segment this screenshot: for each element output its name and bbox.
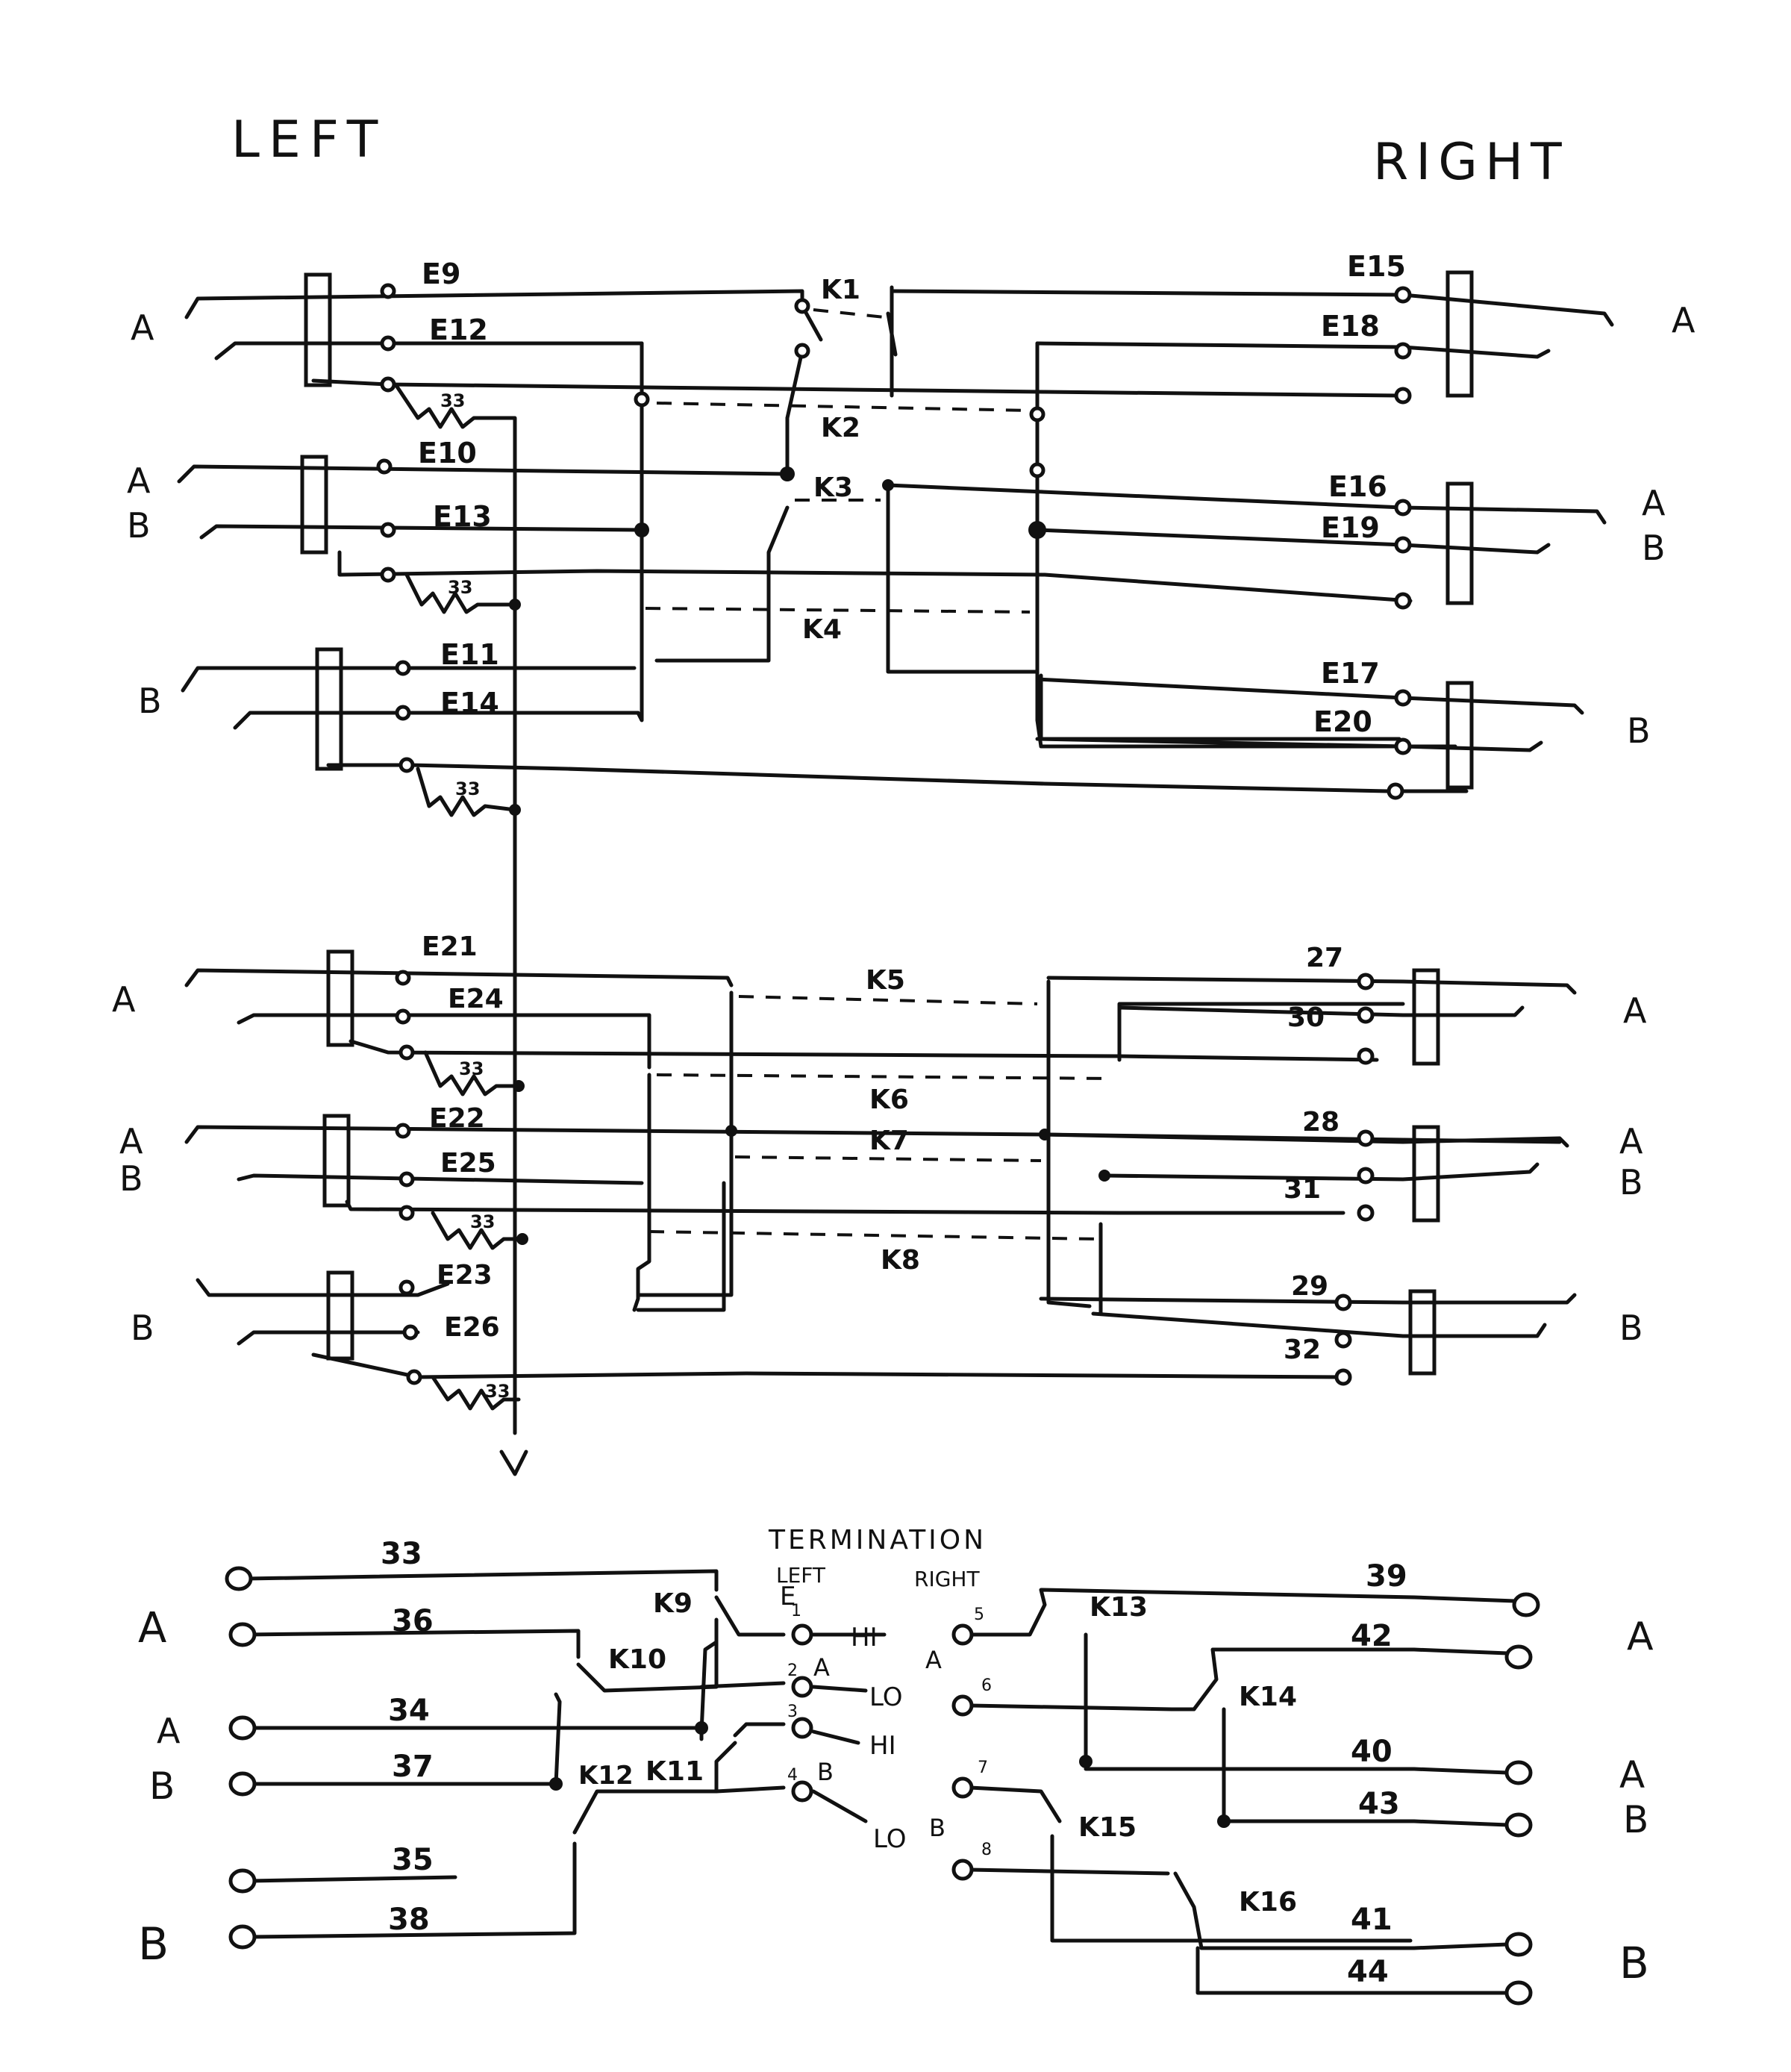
terminal-e16 (1396, 501, 1410, 514)
terminal-30 (1359, 1008, 1372, 1022)
label-28: 28 (1302, 1107, 1340, 1138)
label-term-2: 2 (787, 1661, 798, 1680)
label-e14: E14 (440, 687, 499, 720)
lower-right-label-1: A (1627, 1614, 1654, 1659)
terminal-28 (1359, 1132, 1372, 1145)
label-term-8: 8 (981, 1841, 992, 1859)
junction-bus-4 (513, 1080, 525, 1092)
label-k9: K9 (653, 1588, 693, 1619)
middle-left-label-4: B (131, 1308, 154, 1348)
terminal-41-end (1507, 1934, 1531, 1955)
terminal-e9 (382, 285, 394, 297)
label-k2: K2 (821, 413, 860, 443)
label-k7: K7 (869, 1126, 909, 1156)
terminal-shield-1 (382, 378, 394, 390)
upper-left-label-4: B (138, 681, 162, 721)
middle-right-label-1: A (1623, 990, 1647, 1031)
relay-k3-right-contact (1031, 464, 1043, 476)
terminal-38-end (231, 1926, 254, 1947)
terminal-36-end (231, 1624, 254, 1645)
label-34: 34 (388, 1694, 430, 1728)
middle-left-label-2: A (119, 1121, 143, 1161)
terminal-right-shield-2 (1396, 594, 1410, 608)
label-hi-1: HI (851, 1623, 878, 1653)
relay-k2-right-contact (1031, 408, 1043, 420)
terminal-34-end (231, 1717, 254, 1738)
relay-k1-contact (796, 300, 808, 312)
middle-right-label-2: A (1619, 1121, 1643, 1161)
term-left-1 (793, 1626, 811, 1644)
terminal-e18 (1396, 344, 1410, 358)
label-e24: E24 (448, 984, 504, 1014)
upper-right-label-2: A (1642, 483, 1666, 523)
label-k14: K14 (1239, 1682, 1297, 1712)
label-e12: E12 (429, 313, 488, 346)
lower-right-label-4: B (1619, 1938, 1649, 1988)
label-43: 43 (1358, 1787, 1400, 1821)
heading-left: LEFT (231, 110, 387, 169)
lower-left-label-3: B (149, 1764, 175, 1808)
label-e23: E23 (437, 1260, 493, 1291)
label-e13: E13 (433, 500, 492, 533)
label-lo-1: LO (869, 1682, 903, 1712)
terminal-e13 (382, 524, 394, 536)
label-k6: K6 (869, 1085, 909, 1115)
label-e22: E22 (429, 1103, 485, 1134)
label-term-7: 7 (978, 1759, 988, 1777)
label-k13: K13 (1090, 1592, 1148, 1623)
junction-k7-left (725, 1125, 737, 1137)
junction-40 (1079, 1755, 1093, 1768)
label-41: 41 (1351, 1903, 1393, 1937)
terminal-right-shield-5 (1359, 1206, 1372, 1220)
label-e10: E10 (418, 437, 477, 469)
terminal-shield-2 (382, 569, 394, 581)
terminal-shield-3 (401, 759, 413, 771)
terminal-e25 (401, 1173, 413, 1185)
label-e19: E19 (1321, 511, 1380, 544)
label-30: 30 (1287, 1002, 1325, 1033)
junction-right-e19 (1028, 521, 1046, 539)
label-resistor-6: 33 (485, 1381, 510, 1402)
upper-left-label-3: B (127, 505, 151, 546)
terminal-31 (1359, 1169, 1372, 1182)
label-term-3: 3 (787, 1703, 798, 1721)
junction-left-e10 (780, 466, 795, 481)
termination-left-label: LEFT (776, 1563, 826, 1588)
label-letter-b-left: B (817, 1758, 834, 1786)
label-31: 31 (1284, 1174, 1322, 1205)
terminal-37-end (231, 1773, 254, 1794)
terminal-43-end (1507, 1814, 1531, 1835)
label-e25: E25 (440, 1148, 496, 1179)
junction-bus-5 (516, 1233, 528, 1245)
label-32: 32 (1284, 1335, 1322, 1365)
terminal-42-end (1507, 1647, 1531, 1667)
terminal-32 (1337, 1333, 1350, 1347)
terminal-40-end (1507, 1762, 1531, 1783)
term-left-2 (793, 1678, 811, 1696)
label-e15: E15 (1347, 250, 1406, 283)
term-right-8 (954, 1861, 972, 1879)
junction-k7-right (1039, 1129, 1051, 1140)
junction-k8-right (1098, 1170, 1110, 1182)
terminal-e21 (397, 972, 409, 984)
terminal-29 (1337, 1296, 1350, 1309)
label-resistor-4: 33 (459, 1058, 484, 1079)
label-e20: E20 (1313, 705, 1372, 738)
label-k4: K4 (802, 614, 842, 645)
middle-left-label-1: A (112, 979, 136, 1020)
junction-43 (1217, 1814, 1231, 1828)
term-right-5 (954, 1626, 972, 1644)
junction-bus-2 (509, 599, 521, 611)
label-letter-e: E (780, 1582, 796, 1611)
term-left-3 (793, 1719, 811, 1737)
label-letter-b-right: B (929, 1814, 945, 1842)
label-term-4: 4 (787, 1766, 798, 1785)
terminal-27 (1359, 975, 1372, 988)
label-resistor-2: 33 (448, 577, 473, 598)
label-e17: E17 (1321, 657, 1380, 690)
lower-left-label-2: A (157, 1711, 181, 1751)
relay-k2-contact (636, 393, 648, 405)
termination-title: TERMINATION (769, 1525, 987, 1555)
terminal-middle-shield-1 (401, 1046, 413, 1058)
junction-37 (549, 1777, 563, 1791)
label-42: 42 (1351, 1619, 1393, 1653)
terminal-e24 (397, 1011, 409, 1023)
terminal-39-end (1514, 1594, 1538, 1615)
upper-left-label-2: A (127, 461, 151, 501)
label-44: 44 (1347, 1955, 1389, 1989)
label-hi-2: HI (869, 1731, 896, 1761)
label-letter-a-left: A (813, 1653, 830, 1682)
label-e11: E11 (440, 638, 499, 671)
label-term-5: 5 (974, 1606, 984, 1624)
terminal-e22 (397, 1125, 409, 1137)
junction-k3-right (882, 479, 894, 491)
terminal-middle-shield-2 (401, 1207, 413, 1219)
terminal-right-shield-3 (1389, 784, 1402, 798)
lower-right-label-3: B (1623, 1798, 1649, 1841)
label-36: 36 (392, 1604, 434, 1638)
lower-left-label-4: B (138, 1918, 169, 1970)
label-k15: K15 (1078, 1812, 1137, 1843)
label-39: 39 (1366, 1559, 1407, 1594)
heading-right: RIGHT (1373, 133, 1569, 192)
label-k1: K1 (821, 275, 860, 305)
upper-right-label-3: B (1642, 528, 1666, 568)
middle-left-label-3: B (119, 1158, 143, 1199)
terminal-e19 (1396, 538, 1410, 552)
terminal-e20 (1396, 740, 1410, 753)
label-k10: K10 (608, 1644, 666, 1675)
middle-right-label-4: B (1619, 1308, 1643, 1348)
terminal-e14 (397, 707, 409, 719)
terminal-right-shield-1 (1396, 389, 1410, 402)
upper-left-label-1: A (131, 308, 154, 348)
term-right-6 (954, 1697, 972, 1714)
terminal-middle-shield-3 (408, 1371, 420, 1383)
label-term-1: 1 (791, 1602, 801, 1620)
label-e21: E21 (422, 932, 478, 962)
terminal-35-end (231, 1870, 254, 1891)
label-k16: K16 (1239, 1887, 1297, 1917)
term-left-4 (793, 1782, 811, 1800)
terminal-e17 (1396, 691, 1410, 705)
lower-right-label-2: A (1619, 1753, 1645, 1797)
label-33: 33 (381, 1537, 422, 1571)
terminal-right-shield-4 (1359, 1049, 1372, 1063)
lower-left-label-1: A (138, 1604, 167, 1653)
label-k5: K5 (866, 965, 905, 996)
terminal-right-shield-6 (1337, 1370, 1350, 1384)
label-k11: K11 (646, 1756, 704, 1787)
label-40: 40 (1351, 1735, 1393, 1769)
junction-34 (695, 1721, 708, 1735)
term-right-7 (954, 1779, 972, 1797)
label-k8: K8 (881, 1245, 920, 1276)
terminal-33-end (227, 1568, 251, 1589)
label-lo-2: LO (873, 1824, 907, 1854)
junction-left-e13 (634, 522, 649, 537)
label-e18: E18 (1321, 310, 1380, 343)
terminal-e26 (404, 1326, 416, 1338)
label-k12: K12 (578, 1761, 634, 1791)
terminal-e12 (382, 337, 394, 349)
label-38: 38 (388, 1903, 430, 1937)
terminal-e15 (1396, 288, 1410, 302)
terminal-e23 (401, 1282, 413, 1294)
relay-k1-contact-lower (796, 345, 808, 357)
label-resistor-5: 33 (470, 1211, 496, 1232)
label-resistor-1: 33 (440, 390, 466, 411)
upper-right-label-4: B (1627, 711, 1651, 751)
label-e16: E16 (1328, 470, 1387, 503)
terminal-44-end (1507, 1982, 1531, 2003)
label-k3: K3 (813, 472, 853, 503)
label-resistor-3: 33 (455, 778, 481, 799)
upper-right-label-1: A (1672, 300, 1695, 340)
label-27: 27 (1306, 943, 1344, 973)
terminal-e10 (378, 461, 390, 472)
label-29: 29 (1291, 1271, 1329, 1302)
label-letter-a-right: A (925, 1646, 942, 1674)
label-35: 35 (392, 1843, 434, 1877)
middle-right-label-3: B (1619, 1162, 1643, 1202)
termination-right-label: RIGHT (914, 1567, 980, 1591)
label-37: 37 (392, 1750, 434, 1784)
junction-bus-3 (509, 804, 521, 816)
label-term-6: 6 (981, 1676, 992, 1695)
label-e9: E9 (422, 258, 461, 290)
label-e26: E26 (444, 1312, 500, 1343)
terminal-e11 (397, 662, 409, 674)
